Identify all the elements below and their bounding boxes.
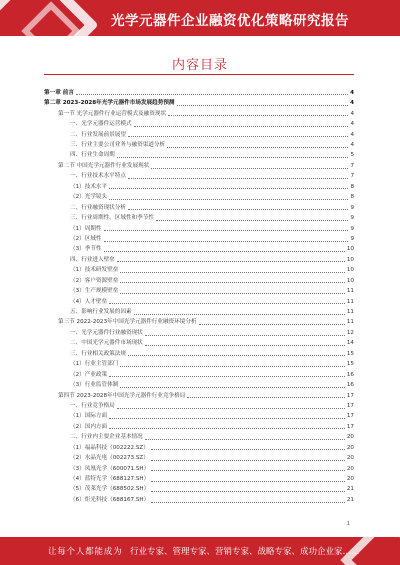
- toc-entry-page: 4: [350, 121, 354, 128]
- toc-leader-dots: [151, 460, 345, 461]
- toc-entry-label: （1）福晶科技（002222.SZ）: [70, 444, 149, 451]
- toc-entry-page: 5: [350, 152, 354, 159]
- toc-entry-label: （2）水晶光电（002273.SZ）: [70, 455, 149, 462]
- toc-entry[interactable]: [44, 138, 354, 148]
- toc-entry-page: 20: [346, 465, 354, 472]
- toc-entry-label: 一、行业竞争格局: [70, 402, 115, 409]
- toc-leader-dots: [104, 230, 349, 231]
- toc-leader-dots: [156, 220, 349, 221]
- toc-entry-page: 17: [346, 423, 354, 430]
- toc-entry[interactable]: [44, 107, 354, 117]
- toc-leader-dots: [109, 428, 345, 429]
- toc-entry-page: 15: [346, 361, 354, 368]
- toc-entry[interactable]: [44, 149, 354, 159]
- toc-entry-page: 12: [346, 329, 354, 336]
- toc-entry-label: 一、行业技术水平特点: [70, 173, 126, 180]
- toc-entry-page: 7: [350, 162, 354, 169]
- toc-leader-dots: [128, 355, 345, 356]
- toc-entry-label: 三、行业相关政策法规: [70, 350, 126, 357]
- page-footer: [0, 537, 400, 565]
- toc-leader-dots: [76, 94, 348, 95]
- toc-entry-label: 二、中国光学元器件市场现状: [70, 340, 143, 347]
- toc-entry-label: （5）茂莱光学（688502.SH）: [70, 486, 150, 493]
- toc-leader-dots: [120, 272, 345, 273]
- toc-entry-label: 第二节 中国光学元器件行业发展现状: [58, 162, 150, 169]
- toc-entry[interactable]: [44, 222, 354, 232]
- toc-entry-page: 21: [346, 486, 354, 493]
- toc-leader-dots: [177, 105, 349, 106]
- toc-entry-page: 11: [346, 298, 354, 305]
- footer-diamond-decoration: [340, 537, 400, 565]
- toc-entry[interactable]: [44, 232, 354, 242]
- toc-leader-dots: [167, 147, 348, 148]
- toc-entry-label: （1）周期性: [70, 225, 102, 232]
- footer-slogan: 让每个人都能成为: [48, 547, 123, 557]
- toc-leader-dots: [109, 376, 345, 377]
- toc-leader-dots: [120, 366, 345, 367]
- toc-entry[interactable]: [44, 211, 354, 221]
- toc-leader-dots: [109, 418, 345, 419]
- toc-leader-dots: [109, 303, 345, 304]
- toc-entry[interactable]: [44, 117, 354, 127]
- toc-entry-label: （2）国内方面: [70, 423, 108, 430]
- toc-leader-dots: [151, 502, 345, 503]
- toc-entry-label: （1）行业主管部门: [70, 361, 119, 368]
- toc-entry-page: 9: [350, 215, 354, 222]
- toc-leader-dots: [151, 491, 345, 492]
- toc-leader-dots: [145, 345, 345, 346]
- toc-entry[interactable]: [44, 451, 354, 461]
- toc-entry[interactable]: [44, 180, 354, 190]
- toc-entry-page: 8: [350, 194, 354, 201]
- toc-leader-dots: [120, 282, 345, 283]
- toc-entry-label: 三、行业周期性、区域性和季节性: [70, 215, 154, 222]
- toc-entry-label: （6）炬光科技（688167.SH）: [70, 496, 150, 503]
- toc-entry[interactable]: [44, 441, 354, 451]
- toc-entry[interactable]: [44, 295, 354, 305]
- toc-entry-label: （3）凤凰光学（600071.SH）: [70, 465, 150, 472]
- toc-entry-label: 二、行业内主要企业基本情况: [70, 434, 143, 441]
- toc-entry-page: 9: [350, 204, 354, 211]
- toc-entry[interactable]: [44, 316, 354, 326]
- toc-entry-label: 四、行业进入壁垒: [70, 256, 115, 263]
- toc-entry[interactable]: [44, 420, 354, 430]
- toc-entry[interactable]: [44, 128, 354, 138]
- toc-leader-dots: [151, 449, 345, 450]
- toc-entry-page: 9: [350, 225, 354, 232]
- toc-entry-page: 4: [350, 110, 354, 117]
- toc-entry-label: （4）人才壁垒: [70, 298, 108, 305]
- toc-entry-page: 4: [350, 142, 354, 149]
- toc-entry-label: 第二章 2023-2028年光学元器件市场发展趋势预测: [44, 100, 175, 107]
- page-header: [0, 0, 400, 36]
- toc-divider: [44, 74, 354, 75]
- toc-entry-page: 4: [350, 89, 354, 96]
- toc-leader-dots: [199, 324, 345, 325]
- toc-leader-dots: [134, 314, 345, 315]
- toc-entry-label: （1）技术研发壁垒: [70, 267, 119, 274]
- toc-entry-label: 第四节 2023-2028年中国光学元器件行业竞争格局: [58, 392, 186, 399]
- toc-entry[interactable]: [44, 389, 354, 399]
- toc-entry-page: 9: [350, 235, 354, 242]
- toc-leader-dots: [109, 188, 348, 189]
- toc-entry[interactable]: [44, 96, 354, 106]
- toc-entry[interactable]: [44, 190, 354, 200]
- toc-entry-label: 四、行业生命周期: [70, 152, 115, 159]
- toc-entry-page: 16: [346, 382, 354, 389]
- toc-entry-label: 第一节 光学元器件行业运营模式及融资现状: [58, 110, 167, 117]
- toc-entry-page: 17: [346, 392, 354, 399]
- toc-entry-label: （3）季节性: [70, 246, 102, 253]
- toc-leader-dots: [145, 439, 345, 440]
- toc-entry-label: （4）蓝特光学（688127.SH）: [70, 476, 150, 483]
- toc-entry-page: 20: [346, 434, 354, 441]
- toc-leader-dots: [120, 387, 345, 388]
- toc-leader-dots: [168, 115, 348, 116]
- toc-entry[interactable]: [44, 399, 354, 409]
- toc-leader-dots: [187, 397, 345, 398]
- toc-leader-dots: [117, 157, 349, 158]
- toc-entry-label: 二、行业融资现状分析: [70, 204, 126, 211]
- toc-entry-page: 10: [346, 256, 354, 263]
- toc-entry[interactable]: [44, 159, 354, 169]
- toc-entry[interactable]: [44, 263, 354, 273]
- toc-entry-label: （1）国际方面: [70, 413, 108, 420]
- toc-entry-page: 11: [346, 288, 354, 295]
- toc-entry-label: 二、行业发展前景展望: [70, 131, 126, 138]
- toc-leader-dots: [134, 126, 349, 127]
- toc-entry[interactable]: [44, 337, 354, 347]
- toc-entry[interactable]: [44, 430, 354, 440]
- toc-entry[interactable]: [44, 201, 354, 211]
- toc-entry-page: 20: [346, 455, 354, 462]
- toc-entry-label: （2）光学镜头: [70, 194, 108, 201]
- toc-leader-dots: [151, 481, 345, 482]
- toc-entry[interactable]: [44, 493, 354, 503]
- toc-entry[interactable]: [44, 274, 354, 284]
- toc-entry[interactable]: [44, 378, 354, 388]
- toc-entry-label: 第一章 前言: [44, 89, 74, 96]
- toc-entry[interactable]: [44, 243, 354, 253]
- toc-entry-page: 11: [346, 309, 354, 316]
- toc-entry-page: 17: [346, 402, 354, 409]
- toc-entry[interactable]: [44, 483, 354, 493]
- toc-leader-dots: [120, 293, 345, 294]
- toc-entry-label: 三、行业主要公司业务与融资渠道分析: [70, 142, 166, 149]
- toc-entry[interactable]: [44, 253, 354, 263]
- toc-entry-label: （3）生产规模壁垒: [70, 288, 119, 295]
- toc-entry[interactable]: [44, 357, 354, 367]
- toc-entry[interactable]: [44, 410, 354, 420]
- toc-entry-label: （1）技术水平: [70, 183, 108, 190]
- toc-entry-label: 一、光学元器件运营模式: [70, 121, 132, 128]
- toc-leader-dots: [104, 251, 345, 252]
- toc-entry-page: 15: [346, 350, 354, 357]
- toc-leader-dots: [128, 209, 348, 210]
- toc-entry-label: （3）行业监管体制: [70, 382, 119, 389]
- toc-entry[interactable]: [44, 305, 354, 315]
- toc-leader-dots: [145, 335, 345, 336]
- toc-leader-dots: [117, 261, 345, 262]
- toc-entry-label: （2）客户资源壁垒: [70, 277, 119, 284]
- toc-leader-dots: [117, 408, 345, 409]
- toc-leader-dots: [109, 199, 348, 200]
- toc-entry[interactable]: [44, 347, 354, 357]
- page-number: 1: [346, 521, 350, 527]
- toc-entry[interactable]: [44, 368, 354, 378]
- toc-leader-dots: [128, 136, 348, 137]
- toc-entry-page: 4: [350, 100, 354, 107]
- toc-entry[interactable]: [44, 462, 354, 472]
- toc-entry-page: 10: [346, 246, 354, 253]
- toc-entry-page: 10: [346, 267, 354, 274]
- footer-roles: 行业专家、管理专家、营销专家、战略专家、成功企业家……: [130, 547, 360, 557]
- toc-entry[interactable]: [44, 472, 354, 482]
- toc-entry-page: 4: [350, 131, 354, 138]
- toc-entry-page: 21: [346, 496, 354, 503]
- toc-entry-page: 14: [346, 340, 354, 347]
- toc-leader-dots: [104, 241, 349, 242]
- toc-entry-label: 一、光学元器件行业融资现状: [70, 329, 143, 336]
- toc-entry[interactable]: [44, 170, 354, 180]
- toc-entry-page: 8: [350, 183, 354, 190]
- toc-entry-label: （2）产业政策: [70, 371, 108, 378]
- toc-leader-dots: [151, 470, 345, 471]
- toc-entry[interactable]: [44, 86, 354, 96]
- toc-entry-page: 10: [346, 277, 354, 284]
- toc-leader-dots: [151, 168, 348, 169]
- report-title: 光学元器件企业融资优化策略研究报告: [111, 13, 349, 29]
- toc-heading: 内容目录: [171, 58, 228, 73]
- toc-entry-label: 第三节 2022-2023年中国光学元器件行业融资环境分析: [58, 319, 197, 326]
- toc-entry[interactable]: [44, 326, 354, 336]
- toc-entry-page: 16: [346, 371, 354, 378]
- toc-leader-dots: [128, 178, 348, 179]
- toc-entry-page: 7: [350, 173, 354, 180]
- table-of-contents: [44, 86, 354, 504]
- toc-entry[interactable]: [44, 284, 354, 294]
- toc-entry-label: 五、影响行业发展的因素: [70, 309, 132, 316]
- toc-entry-label: （2）区域性: [70, 235, 102, 242]
- toc-entry-page: 11: [346, 319, 354, 326]
- toc-entry-page: 17: [346, 413, 354, 420]
- toc-entry-page: 20: [346, 476, 354, 483]
- toc-entry-page: 20: [346, 444, 354, 451]
